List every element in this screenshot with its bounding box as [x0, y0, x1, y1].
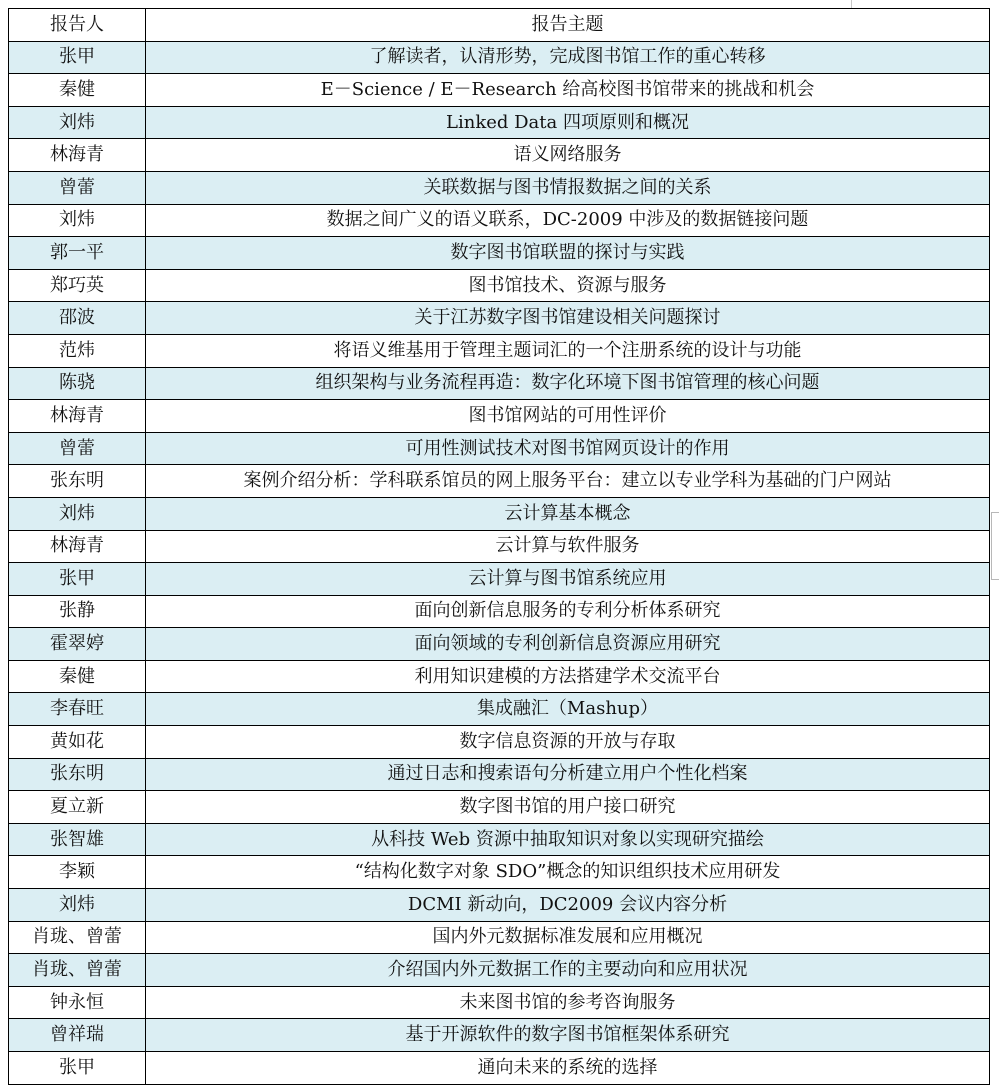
table-row: [9, 823, 990, 856]
speaker-cell: 林海青: [9, 139, 146, 172]
speaker-cell: 郭一平: [9, 237, 146, 270]
speaker-cell: 肖珑、曾蕾: [9, 954, 146, 987]
speaker-cell: 肖珑、曾蕾: [9, 921, 146, 954]
speaker-cell: 李春旺: [9, 693, 146, 726]
table-row: [9, 334, 990, 367]
table-row: [9, 106, 990, 139]
topic-cell: 数字图书馆的用户接口研究: [146, 791, 990, 824]
speaker-cell: 霍翠婷: [9, 628, 146, 661]
topic-cell: 国内外元数据标准发展和应用概况: [146, 921, 990, 954]
speaker-cell: 林海青: [9, 530, 146, 563]
topic-cell: 介绍国内外元数据工作的主要动向和应用状况: [146, 954, 990, 987]
topic-cell: 云计算与图书馆系统应用: [146, 563, 990, 596]
table-row: [9, 595, 990, 628]
topic-cell: 了解读者，认清形势，完成图书馆工作的重心转移: [146, 41, 990, 74]
speaker-cell: 林海青: [9, 400, 146, 433]
topic-cell: 云计算与软件服务: [146, 530, 990, 563]
topic-cell: 语义网络服务: [146, 139, 990, 172]
topic-cell: 利用知识建模的方法搭建学术交流平台: [146, 660, 990, 693]
topic-cell: 关于江苏数字图书馆建设相关问题探讨: [146, 302, 990, 335]
table-row: [9, 204, 990, 237]
topic-cell: 基于开源软件的数字图书馆框架体系研究: [146, 1019, 990, 1052]
topic-cell: 未来图书馆的参考咨询服务: [146, 986, 990, 1019]
topic-cell: Linked Data 四项原则和概况: [146, 106, 990, 139]
speaker-cell: 郑巧英: [9, 269, 146, 302]
speaker-cell: 夏立新: [9, 791, 146, 824]
speaker-cell: 刘炜: [9, 106, 146, 139]
table-row: [9, 1019, 990, 1052]
speaker-cell: 刘炜: [9, 204, 146, 237]
speaker-cell: 秦健: [9, 660, 146, 693]
table-row: [9, 367, 990, 400]
topic-cell: 从科技 Web 资源中抽取知识对象以实现研究描绘: [146, 823, 990, 856]
topic-cell: 案例介绍分析：学科联系馆员的网上服务平台：建立以专业学科为基础的门户网站: [146, 465, 990, 498]
topic-cell: 可用性测试技术对图书馆网页设计的作用: [146, 432, 990, 465]
topic-cell: 图书馆网站的可用性评价: [146, 400, 990, 433]
speaker-cell: 张静: [9, 595, 146, 628]
table-row: [9, 497, 990, 530]
table-row: [9, 465, 990, 498]
table-row: [9, 660, 990, 693]
speaker-cell: 张甲: [9, 563, 146, 596]
speaker-cell: 张东明: [9, 465, 146, 498]
table-row: [9, 758, 990, 791]
page-edge-marker: [991, 512, 1000, 580]
table-row: [9, 628, 990, 661]
table-row: [9, 563, 990, 596]
table-row: [9, 302, 990, 335]
topic-cell: 将语义维基用于管理主题词汇的一个注册系统的设计与功能: [146, 334, 990, 367]
topic-cell: E－Science / E－Research 给高校图书馆带来的挑战和机会: [146, 74, 990, 107]
table-row: [9, 954, 990, 987]
report-table-container: [8, 8, 989, 1085]
table-row: [9, 74, 990, 107]
speaker-cell: 李颖: [9, 856, 146, 889]
topic-cell: 集成融汇（Mashup）: [146, 693, 990, 726]
table-row: [9, 1052, 990, 1085]
table-row: [9, 986, 990, 1019]
topic-cell: 面向领域的专利创新信息资源应用研究: [146, 628, 990, 661]
speaker-cell: 曾蕾: [9, 171, 146, 204]
report-table: [8, 8, 990, 1085]
table-row: [9, 139, 990, 172]
speaker-cell: 黄如花: [9, 726, 146, 759]
speaker-cell: 钟永恒: [9, 986, 146, 1019]
speaker-cell: 曾祥瑞: [9, 1019, 146, 1052]
speaker-cell: 范炜: [9, 334, 146, 367]
topic-cell: 通向未来的系统的选择: [146, 1052, 990, 1085]
topic-cell: 面向创新信息服务的专利分析体系研究: [146, 595, 990, 628]
table-header-row: [9, 9, 990, 42]
speaker-cell: 刘炜: [9, 889, 146, 922]
table-row: [9, 889, 990, 922]
table-row: [9, 237, 990, 270]
topic-cell: 图书馆技术、资源与服务: [146, 269, 990, 302]
speaker-cell: 张东明: [9, 758, 146, 791]
topic-cell: 数字信息资源的开放与存取: [146, 726, 990, 759]
table-body: [9, 41, 990, 1084]
table-row: [9, 432, 990, 465]
table-row: [9, 921, 990, 954]
speaker-cell: 秦健: [9, 74, 146, 107]
speaker-cell: 邵波: [9, 302, 146, 335]
topic-cell: 组织架构与业务流程再造：数字化环境下图书馆管理的核心问题: [146, 367, 990, 400]
topic-cell: 数据之间广义的语义联系，DC-2009 中涉及的数据链接问题: [146, 204, 990, 237]
topic-cell: DCMI 新动向，DC2009 会议内容分析: [146, 889, 990, 922]
speaker-cell: 张甲: [9, 41, 146, 74]
table-row: [9, 856, 990, 889]
table-row: [9, 41, 990, 74]
table-row: [9, 726, 990, 759]
table-row: [9, 269, 990, 302]
speaker-cell: 刘炜: [9, 497, 146, 530]
topic-cell: 通过日志和搜索语句分析建立用户个性化档案: [146, 758, 990, 791]
table-row: [9, 400, 990, 433]
speaker-cell: 陈骁: [9, 367, 146, 400]
table-row: [9, 530, 990, 563]
table-row: [9, 791, 990, 824]
topic-cell: 云计算基本概念: [146, 497, 990, 530]
speaker-cell: 张甲: [9, 1052, 146, 1085]
speaker-cell: 张智雄: [9, 823, 146, 856]
speaker-cell: 曾蕾: [9, 432, 146, 465]
table-row: [9, 693, 990, 726]
topic-cell: 数字图书馆联盟的探讨与实践: [146, 237, 990, 270]
topic-cell: 关联数据与图书情报数据之间的关系: [146, 171, 990, 204]
page-corner-mark: [851, 0, 852, 8]
column-header-topic: 报告主题: [146, 9, 990, 42]
column-header-speaker: 报告人: [9, 9, 146, 42]
topic-cell: “结构化数字对象 SDO”概念的知识组织技术应用研发: [146, 856, 990, 889]
table-row: [9, 171, 990, 204]
